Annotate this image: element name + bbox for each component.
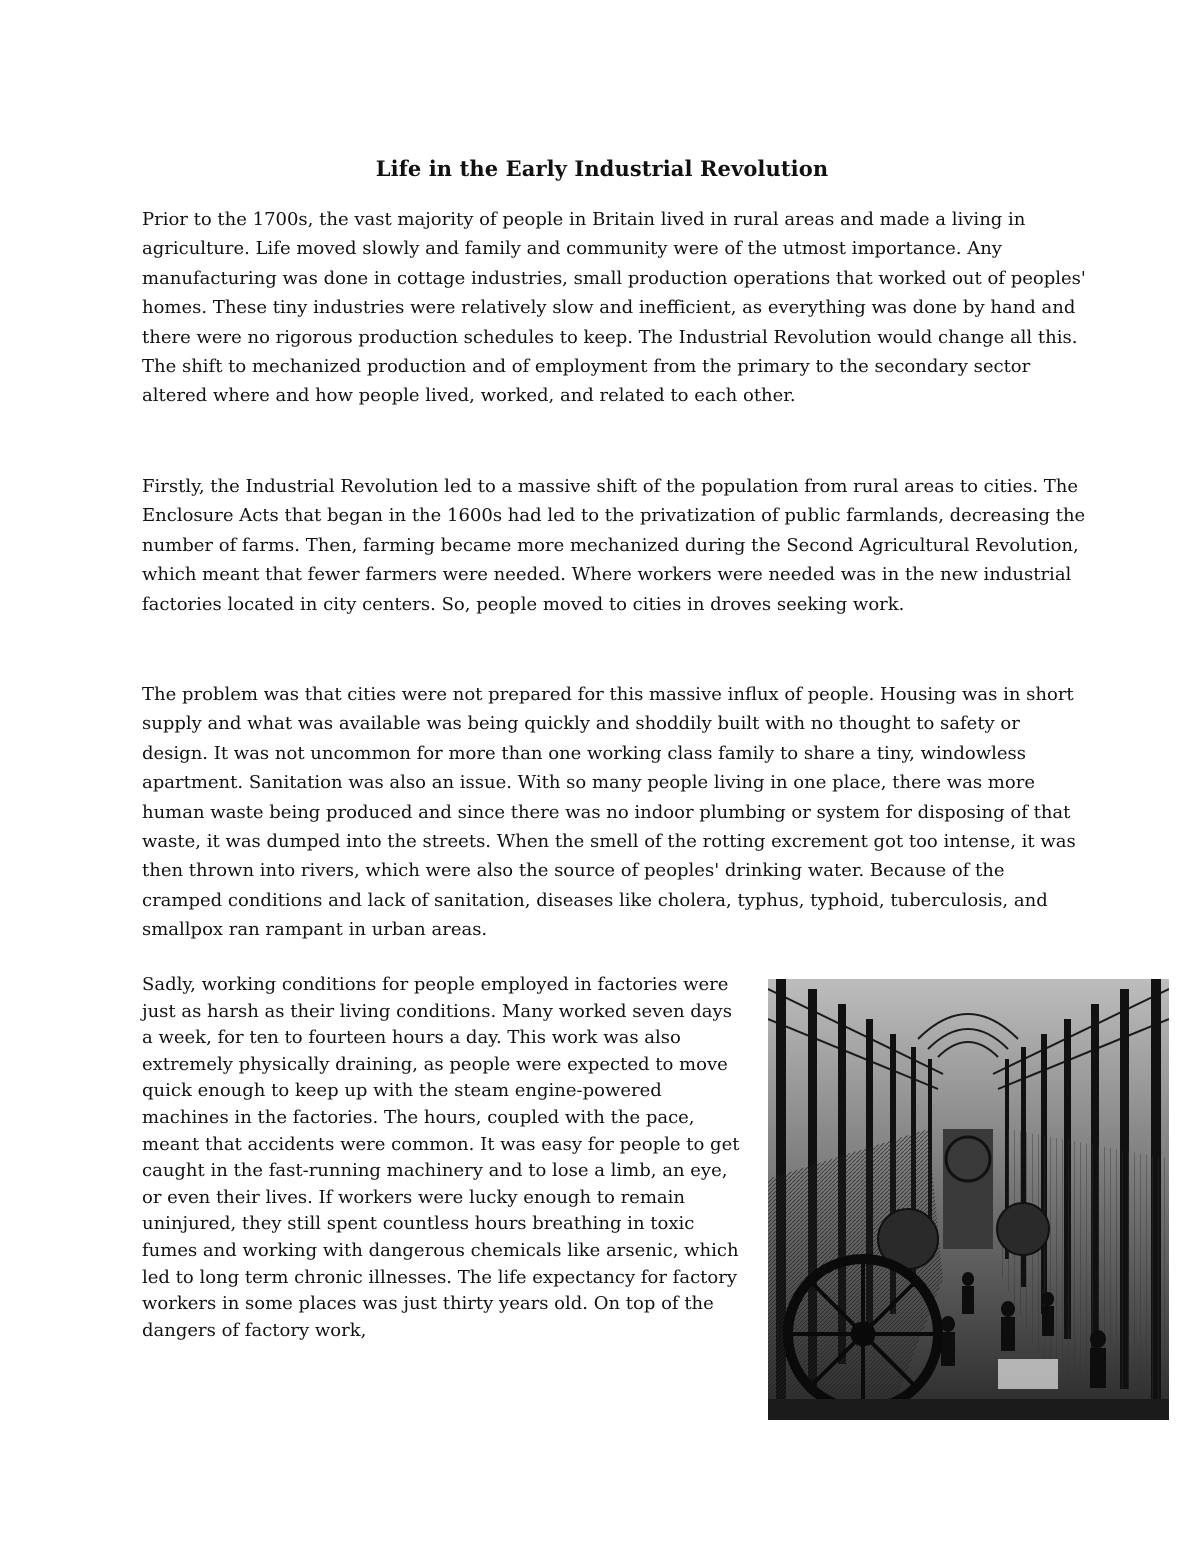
paragraph-cottage-industries: Prior to the 1700s, the vast majority of people in Britain lived in rural areas and made a living in agriculture. Life moved slowly and family and community were of the utmost importance. Any manufacturing was done in cottage industries, small production operations that worked out of peoples' homes. These tiny industries were relatively slow and inefficient, as everything was done by hand and there were no rigorous production schedules to keep. The Industrial Revolution would change all this. The shift to mechanized production and of employment from the primary to the secondary sector altered where and how people lived, worked, and related to each other. — [142, 209, 1086, 407]
document-title: Life in the Early Industrial Revolution — [375, 156, 829, 182]
factory-interior-image — [768, 979, 1169, 1420]
paragraph-working-conditions: Sadly, working conditions for people employed in factories were just as harsh as their living conditions. Many worked seven days a week, for ten to fourteen hours a day. This work was also extremely physically draining, as people were expected to move quick enough to keep up with the steam engine-powered machines in the factories. The hours, coupled with the pace, meant that accidents were common. It was easy for people to get caught in the fast-running machinery and to lose a limb, an eye, or even their lives. If workers were lucky enough to remain uninjured, they still spent countless hours breathing in toxic fumes and working with dangerous chemicals like arsenic, which led to long term chronic illnesses. The life expectancy for factory workers in some places was just thirty years old. On top of the dangers of factory work, — [142, 974, 740, 1341]
paragraph-city-conditions: The problem was that cities were not prepared for this massive influx of people. Housing was in short supply and what was available was being quickly and shoddily built with no thought to safety or design. It was not uncommon for more than one working class family to share a tiny, windowless apartment. Sanitation was also an issue. With so many people living in one place, there was more human waste being produced and since there was no indoor plumbing or system for disposing of that waste, it was dumped into the streets. When the smell of the rotting excrement got too intense, it was then thrown into rivers, which were also the source of peoples' drinking water. Because of the cramped conditions and lack of sanitation, diseases like cholera, typhus, typhoid, tuberculosis, and smallpox ran rampant in urban areas. — [142, 684, 1076, 941]
paragraph-urbanization: Firstly, the Industrial Revolution led to a massive shift of the population from rural areas to cities. The Enclosure Acts that began in the 1600s had led to the privatization of public farmlands, decreasing the number of farms. Then, farming became more mechanized during the Second Agricultural Revolution, which meant that fewer farmers were needed. Where workers were needed was in the new industrial factories located in city centers. So, people moved to cities in droves seeking work. — [142, 476, 1086, 615]
